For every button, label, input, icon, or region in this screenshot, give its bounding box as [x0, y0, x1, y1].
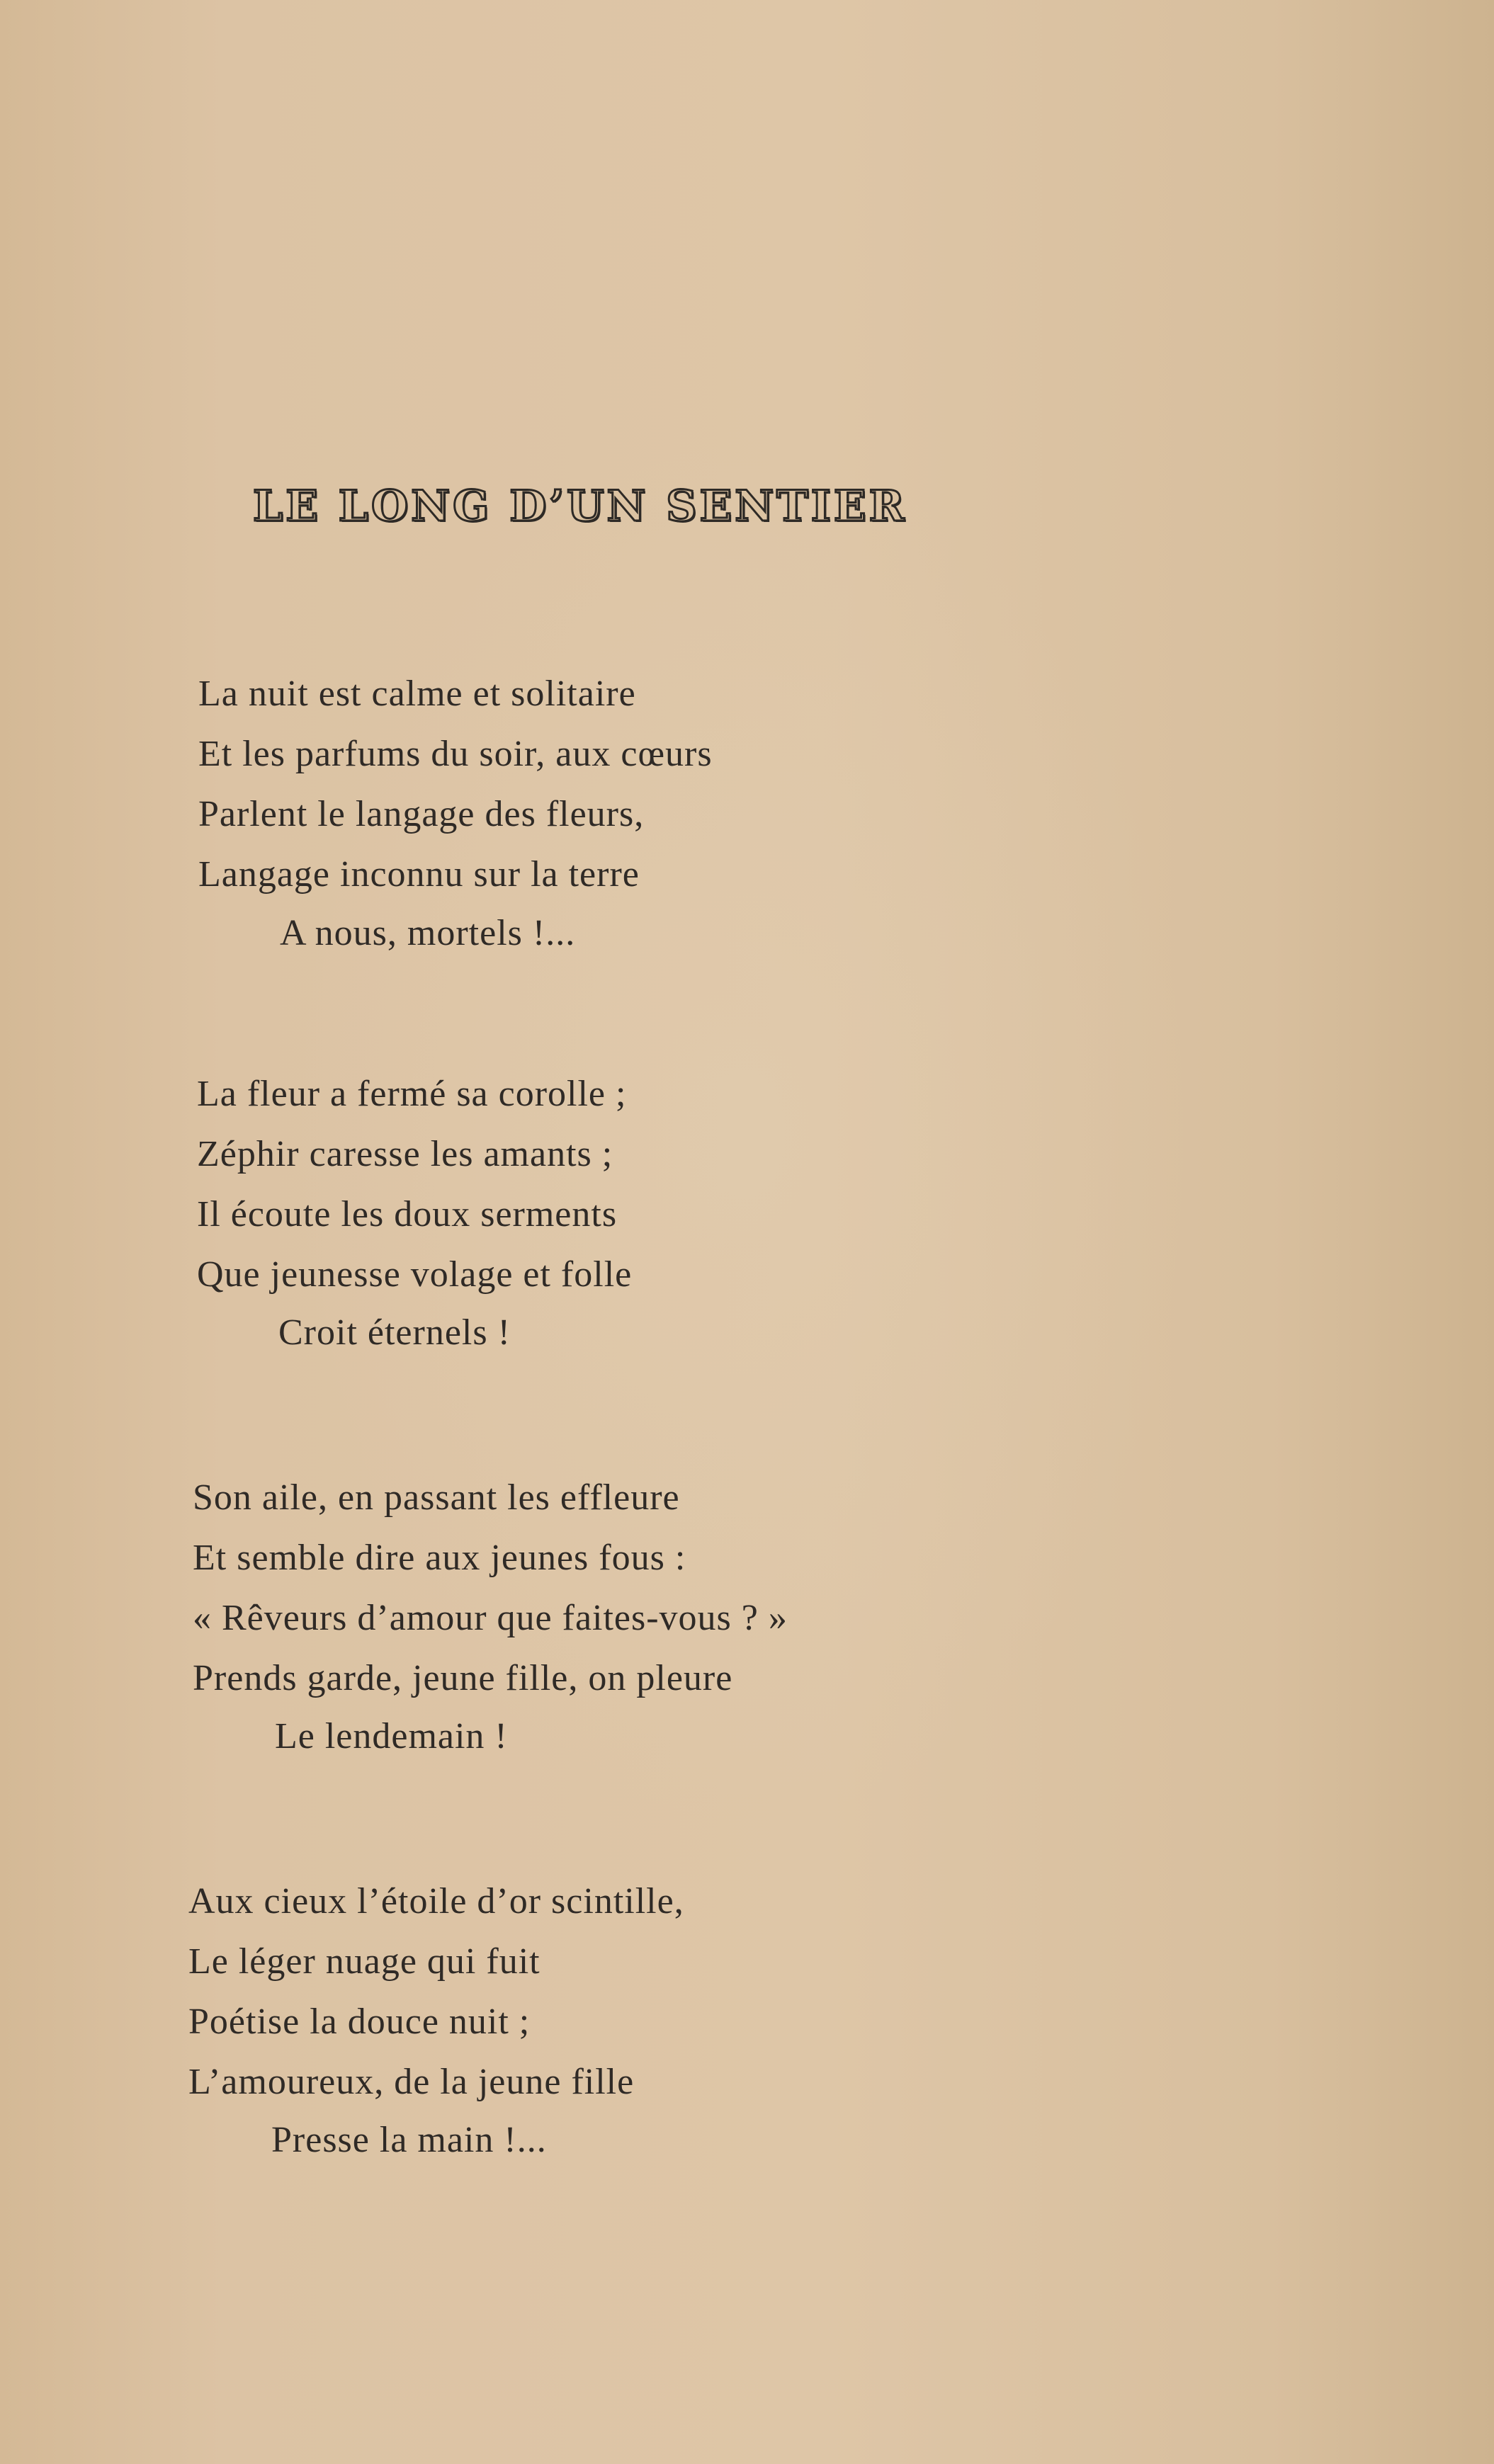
- poem-line: Le léger nuage qui fuit: [188, 1941, 541, 1982]
- poem-line: Et les parfums du soir, aux cœurs: [198, 734, 713, 774]
- poem-line: Et semble dire aux jeunes fous :: [193, 1538, 686, 1578]
- poem-line: Parlent le langage des fleurs,: [198, 794, 645, 834]
- poem-line: Son aile, en passant les effleure: [193, 1477, 680, 1518]
- poem-line: Poétise la douce nuit ;: [188, 2002, 531, 2042]
- poem-line: A nous, mortels !...: [280, 913, 576, 953]
- poem-line: Prends garde, jeune fille, on pleure: [193, 1658, 733, 1698]
- poem-line: La nuit est calme et solitaire: [198, 674, 636, 714]
- poem-line: Que jeunesse volage et folle: [197, 1254, 633, 1295]
- poem-title: LE LONG D’UN SENTIER: [253, 482, 907, 531]
- poem-line: Il écoute les doux serments: [197, 1194, 618, 1234]
- poem-line: Croit éternels !: [278, 1312, 511, 1353]
- poem-line: « Rêveurs d’amour que faites-vous ? »: [193, 1598, 788, 1638]
- poem-line: L’amoureux, de la jeune fille: [188, 2062, 635, 2102]
- poem-line: Zéphir caresse les amants ;: [197, 1134, 613, 1174]
- poem-line: Langage inconnu sur la terre: [198, 854, 640, 895]
- poem-line: Le lendemain !: [275, 1716, 508, 1756]
- poem-line: La fleur a fermé sa corolle ;: [197, 1074, 627, 1114]
- poem-line: Aux cieux l’étoile d’or scintille,: [188, 1881, 684, 1921]
- poem-line: Presse la main !...: [271, 2120, 547, 2160]
